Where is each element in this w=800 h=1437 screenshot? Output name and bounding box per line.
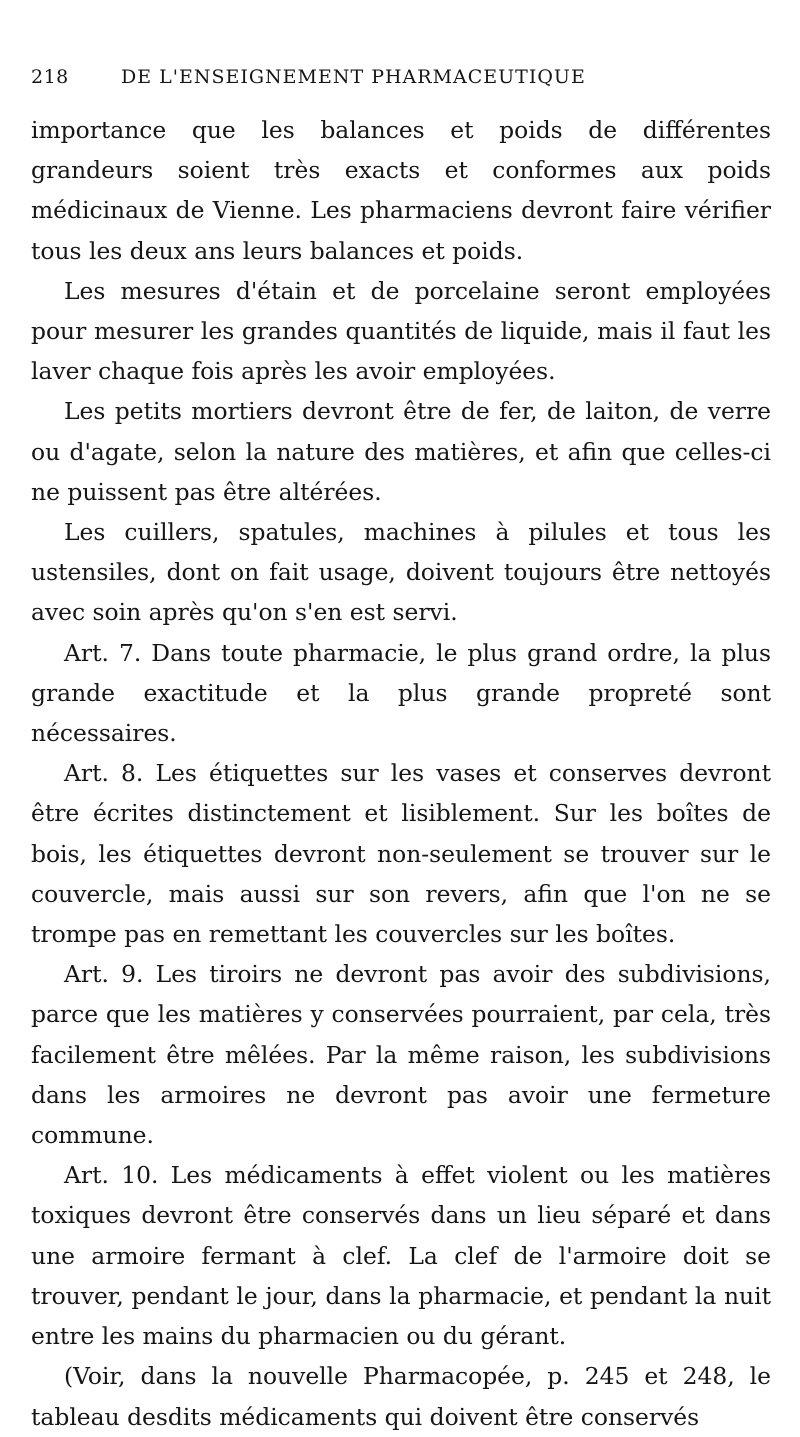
page-number: 218 <box>31 66 69 88</box>
paragraph-article-10: Art. 10. Les médicaments à effet violent ou les matières toxiques devront être conservés dans un lieu séparé et dans une armoire fermant à clef. La clef de l'armoire doit se trouver, pendant le jour, dans la pharmacie, et pendant la nuit entre les mains du pharmacien ou du gérant. <box>31 1161 771 1351</box>
running-title: DE L'ENSEIGNEMENT PHARMACEUTIQUE <box>121 66 586 88</box>
page-header <box>31 66 771 96</box>
paragraph-cuillers: Les cuillers, spatules, machines à pilules et tous les ustensiles, dont on fait usage, doivent toujours être nettoyés avec soin après qu'on s'en est servi. <box>31 518 771 627</box>
paragraph-article-8: Art. 8. Les étiquettes sur les vases et conserves devront être écrites distinctement et lisiblement. Sur les boîtes de bois, les étiquettes devront non-seulement se trouver sur le couvercle, mais aussi sur son revers, afin que l'on ne se trompe pas en remettant les couvercles sur les boîtes. <box>31 759 771 949</box>
paragraph-article-9: Art. 9. Les tiroirs ne devront pas avoir des subdivisions, parce que les matières y conservées pourraient, par cela, très facilement être mêlées. Par la même raison, les subdivisions dans les armoires ne devront pas avoir une fermeture commune. <box>31 960 771 1150</box>
paragraph-article-7: Art. 7. Dans toute pharmacie, le plus grand ordre, la plus grande exactitude et la plus grande propreté sont nécessaires. <box>31 638 771 748</box>
paragraph-mesures: Les mesures d'étain et de porcelaine seront employées pour mesurer les grandes quantités de liquide, mais il faut les laver chaque fois après les avoir employées. <box>31 276 771 386</box>
paragraph-voir: (Voir, dans la nouvelle Pharmacopée, p. 245 et 248, le tableau desdits médicaments qui doivent être conservés <box>31 1362 771 1431</box>
paragraph-mortiers: Les petits mortiers devront être de fer, de laiton, de verre ou d'agate, selon la nature des matières, et afin que celles-ci ne puissent pas être altérées. <box>31 397 771 506</box>
paragraph-balances: importance que les balances et poids de différentes grandeurs soient très exacts et conformes aux poids médicinaux de Vienne. Les pharmaciens devront faire vérifier tous les deux ans leurs balances et poids. <box>31 116 771 265</box>
body-text <box>31 110 771 1437</box>
